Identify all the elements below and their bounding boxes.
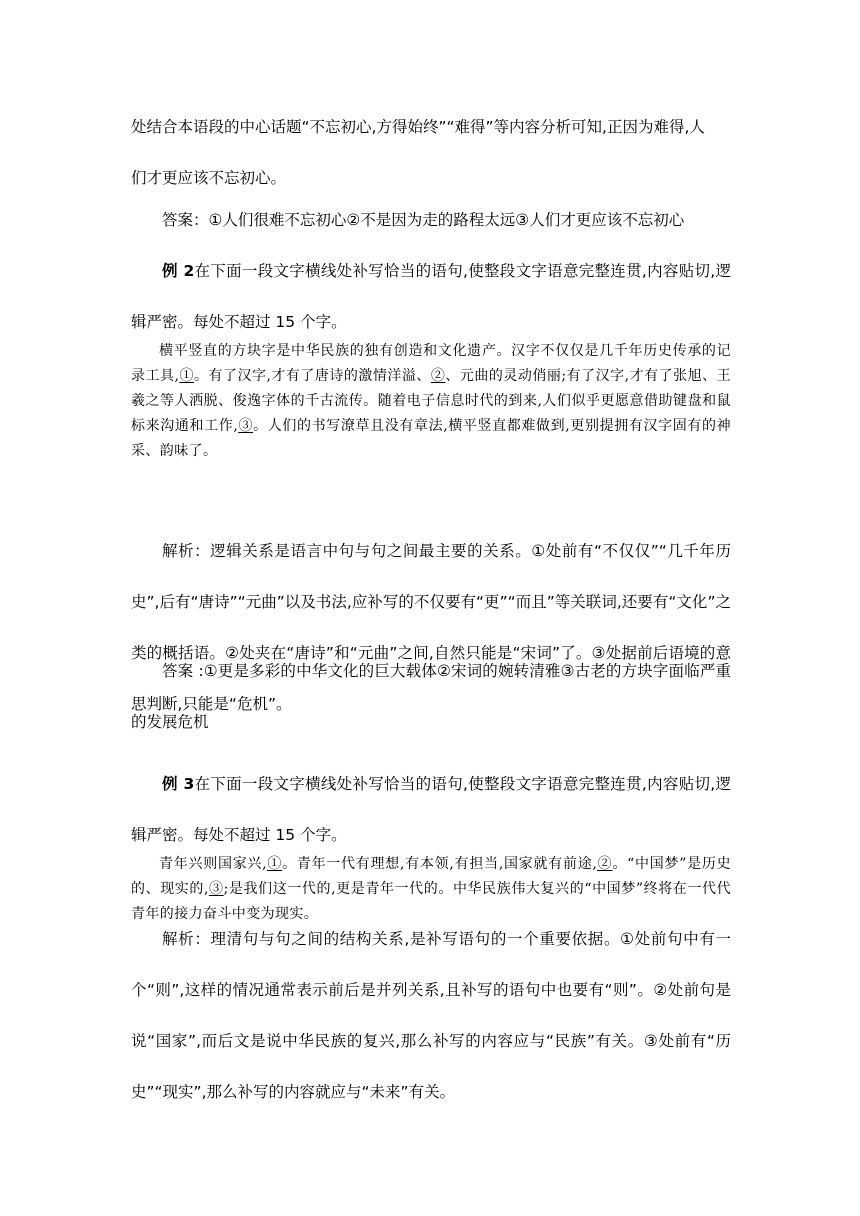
passage-2-segment-3: 、元曲的灵动俏丽;有了汉字,才有了张旭、王羲之等人洒脱、俊逸字体的千古流传。随着电子信息时代的到来,人们似乎更愿意借助键盘和鼠标来沟通和工作, <box>131 368 731 434</box>
passage-3-segment-2: 。青年一代有理想,有本领,有担当,国家就有前途, <box>282 856 598 872</box>
previous-analysis-line-1: 处结合本语段的中心话题“不忘初心,方得始终”“难得”等内容分析可知,正因为难得,人 <box>131 118 705 136</box>
example-3-prompt-text: 在下面一段文字横线处补写恰当的语句,使整段文字语意完整连贯,内容贴切,逻辑严密。每处不超过 15 个字。 <box>131 775 731 844</box>
example-2-answer: 答案 :①更是多彩的中华文化的巨大载体②宋词的婉转清雅③古老的方块字面临严重的发展危机 <box>131 662 731 731</box>
example-2-prompt-text: 在下面一段文字横线处补写恰当的语句,使整段文字语意完整连贯,内容贴切,逻辑严密。每处不超过 15 个字。 <box>131 262 731 331</box>
passage-2-blank-1: ① <box>179 368 194 384</box>
passage-3-segment-1: 青年兴则国家兴, <box>159 856 268 872</box>
passage-2-blank-3: ③ <box>238 418 254 434</box>
example-1-answer: 答案：①人们很难不忘初心②不是因为走的路程太远③人们才更应该不忘初心 <box>162 211 685 229</box>
example-2-label: 例 2 <box>162 262 195 280</box>
passage-2-segment-2: 。有了汉字,才有了唐诗的激情洋溢、 <box>193 368 431 384</box>
example-2-analysis: 解析：逻辑关系是语言中句与句之间最主要的关系。①处前有“不仅仅”“几千年历史”,后有“唐诗”“元曲”以及书法,应补写的不仅要有“更”“而且”等关联词,还要有“文化”之类的概括语。②处夹在“唐诗”和“元曲”之间,自然只能是“宋词”了。③处据前后语境的意思判断,只能是“危机”。 <box>131 542 731 713</box>
example-3-analysis: 解析：理清句与句之间的结构关系,是补写语句的一个重要依据。①处前句中有一个“则”,这样的情况通常表示前后是并列关系,且补写的语句中也要有“则”。②处前句是说“国家”,而后文是说中华民族的复兴,那么补写的内容应与“民族”有关。③处前有“历史”“现实”,那么补写的内容就应与“未来”有关。 <box>131 930 731 1101</box>
passage-3-blank-1: ① <box>267 856 283 872</box>
passage-2-blank-2: ② <box>430 368 446 384</box>
previous-analysis-continuation <box>131 102 731 204</box>
passage-3-segment-3: 。“中国梦”是历史的、现实的, <box>131 856 731 897</box>
previous-analysis-line-2: 们才更应该不忘初心。 <box>131 169 287 187</box>
passage-3-blank-3: ③ <box>208 881 224 897</box>
example-3-prompt <box>131 759 731 861</box>
passage-3-blank-2: ② <box>597 856 613 872</box>
example-3-label: 例 3 <box>162 775 195 793</box>
passage-3-segment-4: ;是我们这一代的,更是青年一代的。中华民族伟大复兴的“中国梦”终将在一代代青年的接力奋斗中变为现实。 <box>131 881 731 922</box>
example-2-prompt <box>131 246 731 348</box>
passage-2-segment-1: 横平竖直的方块字是中华民族的独有创造和文化遗产。汉字不仅仅是几千年历史传承的记录工具, <box>131 343 731 384</box>
example-2-passage <box>131 339 731 464</box>
passage-2-segment-4: 。人们的书写潦草且没有章法,横平竖直都难做到,更别提拥有汉字固有的神采、韵味了。 <box>131 418 732 459</box>
